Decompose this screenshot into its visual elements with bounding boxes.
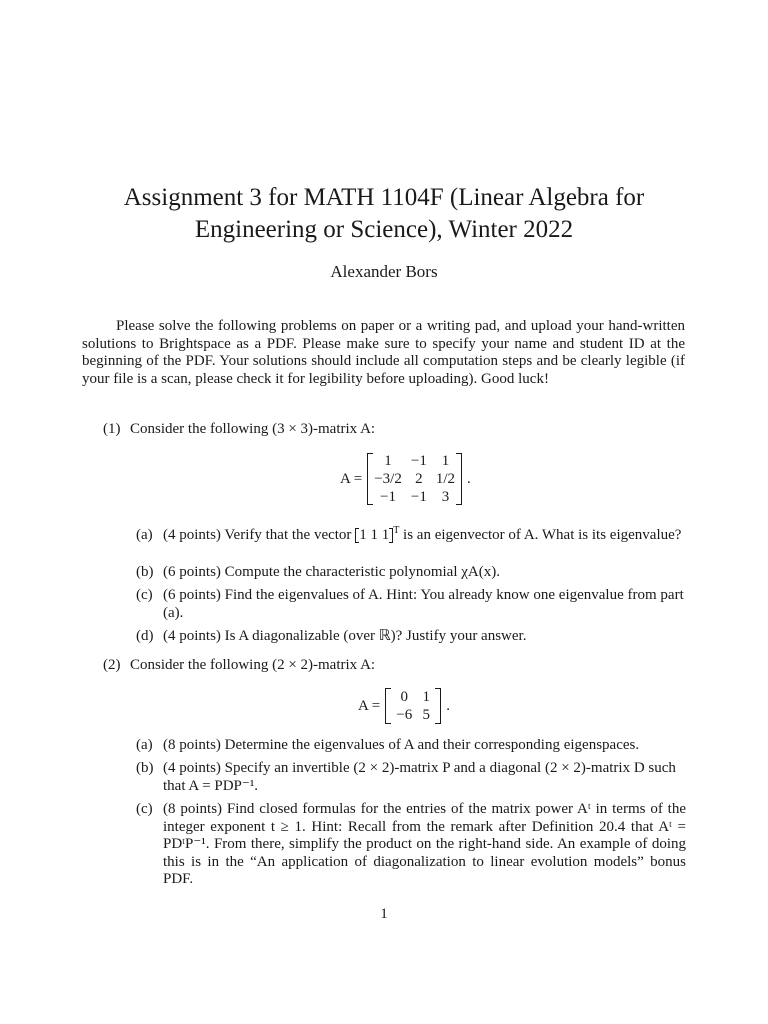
matrix-cell: 1/2 bbox=[435, 471, 456, 487]
page-number: 1 bbox=[380, 906, 388, 922]
problem-1-part-c: (c) (6 points) Find the eigenvalues of A. Hint: You already know one eigenvalue from part (a). bbox=[136, 587, 684, 621]
matrix-cell: −1 bbox=[380, 489, 397, 505]
matrix-body bbox=[391, 688, 435, 724]
problem-1-matrix: A = 1 −1 1 −3/2 2 1/2 −1 −1 3 . bbox=[340, 453, 471, 505]
problem-2-label: (2) bbox=[103, 657, 121, 673]
problem-2-statement: Consider the following (2 × 2)-matrix A: bbox=[130, 657, 376, 673]
problem-1-statement: Consider the following (3 × 3)-matrix A: bbox=[130, 421, 376, 437]
matrix-cell: −3/2 bbox=[374, 471, 402, 487]
intro-paragraph: Please solve the following problems on paper or a writing pad, and upload your hand-written solutions to Brightspace as a PDF. Please make sure to specify your name and student ID at the beginning of the PDF. Your solutions should include all computation steps and be clearly legible (if your file is a scan, please check it for legibility before uploading). Good luck! bbox=[82, 318, 685, 387]
matrix-cell: −1 bbox=[410, 453, 427, 469]
problem-1-part-a: (a) (4 points) Verify that the vector 1 1 1 $^T$ is an eigenvector of A. What is its eigenvalue? bbox=[136, 525, 682, 543]
matrix-lhs: A = bbox=[340, 470, 363, 487]
matrix-cell: 1 bbox=[441, 453, 450, 469]
vector-row: 1 1 1 bbox=[355, 528, 393, 543]
matrix-cell: −6 bbox=[396, 707, 413, 723]
matrix-cell: 0 bbox=[400, 689, 408, 705]
problem-2-part-a: (a) (8 points) Determine the eigenvalues of A and their corresponding eigenspaces. bbox=[136, 737, 640, 753]
matrix-cell: 2 bbox=[415, 471, 423, 487]
problem-1-label: (1) bbox=[103, 421, 121, 437]
page-title bbox=[0, 182, 768, 246]
right-bracket bbox=[435, 688, 441, 724]
problem-1-part-b: (b) (6 points) Compute the characteristic polynomial χA(x). bbox=[136, 564, 500, 580]
problem-1-intro bbox=[103, 421, 685, 439]
problem-2-part-c: (c) (8 points) Find closed formulas for the entries of the matrix power Aᵗ in terms of the integer exponent t ≥ 1. Hint: Recall from the remark after Definition 20.4 that Aᵗ = PDᵗP⁻¹. From there, simplify the product on the right-hand side. An example of doing this is in the “An application of diagonalization to linear evolution models” bonus PDF. bbox=[136, 801, 686, 888]
problem-2-matrix: A = 0 1 −6 5 . bbox=[358, 689, 450, 723]
problem-2-intro bbox=[103, 657, 685, 675]
matrix-cell: 1 bbox=[422, 689, 430, 705]
right-bracket bbox=[456, 453, 462, 505]
matrix-cell: 5 bbox=[422, 707, 430, 723]
matrix-body bbox=[373, 452, 456, 506]
title-line-1: Assignment 3 for MATH 1104F (Linear Algebra for bbox=[123, 184, 645, 211]
problem-1-part-d: (d) (4 points) Is A diagonalizable (over ℝ)? Justify your answer. bbox=[136, 628, 527, 644]
problem-2-part-b: (b) (4 points) Specify an invertible (2 × 2)-matrix P and a diagonal (2 × 2)-matrix D such that A = PDP⁻¹. bbox=[136, 760, 676, 794]
matrix-cell: 3 bbox=[441, 489, 450, 505]
matrix-cell: 1 bbox=[384, 453, 392, 469]
matrix-lhs: A = bbox=[358, 697, 381, 714]
author: Alexander Bors bbox=[330, 262, 438, 281]
matrix-cell: −1 bbox=[410, 489, 427, 505]
title-line-2: Engineering or Science), Winter 2022 bbox=[194, 216, 574, 243]
